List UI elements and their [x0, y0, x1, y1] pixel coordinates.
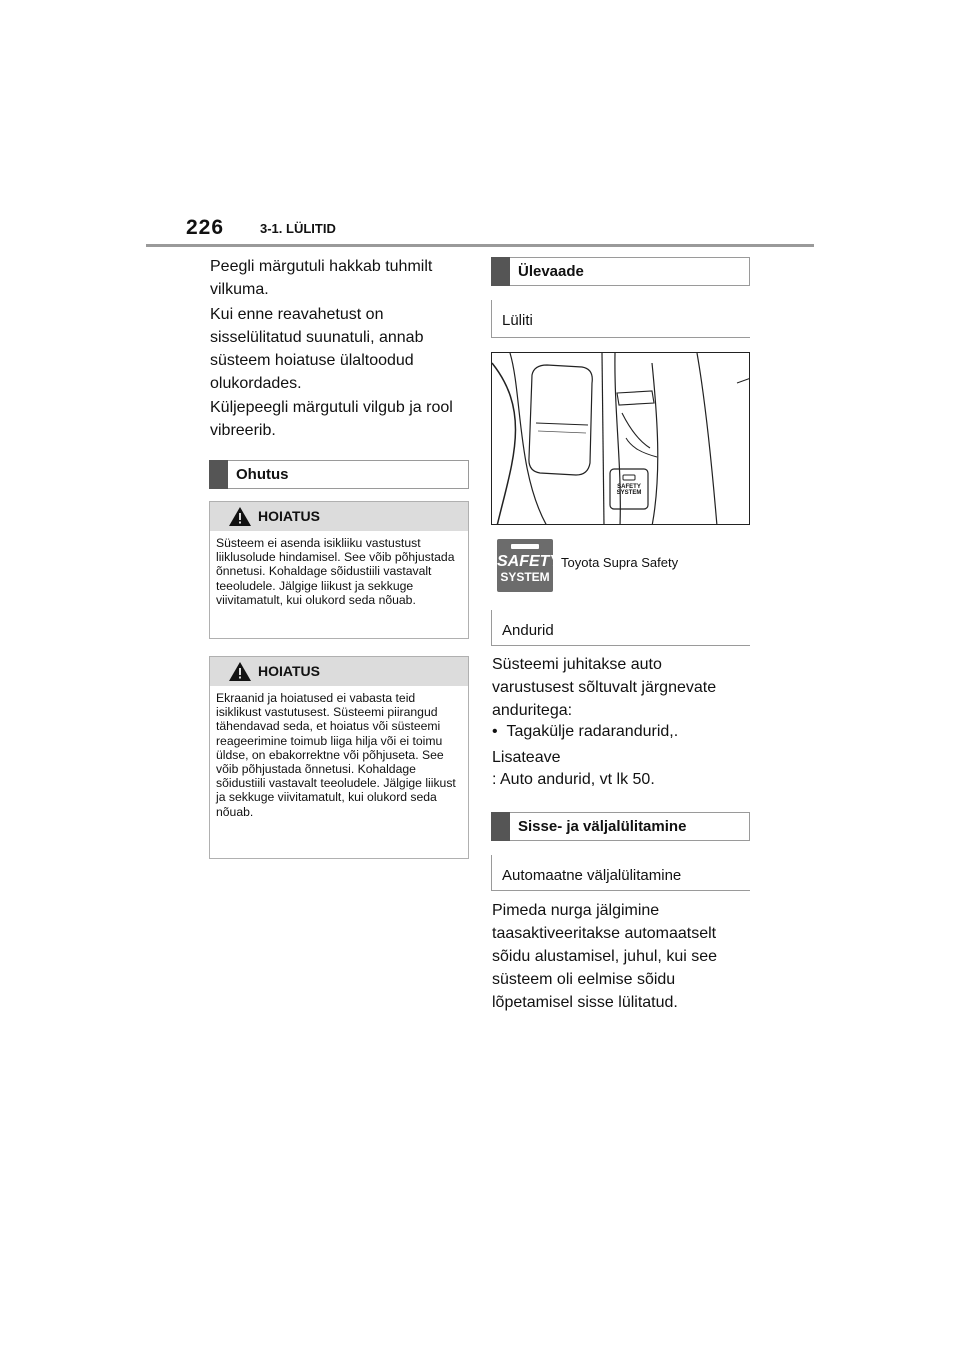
heading-bar [209, 460, 228, 489]
onoff-heading-text: Sisse- ja väljalülitamine [518, 818, 687, 835]
logo-line-2: SYSTEM [500, 570, 550, 584]
switch-label: SAFETY SYSTEM [616, 484, 642, 496]
warning-header [210, 657, 468, 686]
safety-system-logo [497, 539, 561, 592]
warning-header [210, 502, 468, 531]
sensors-bullet-text: Tagakülje radarandurid,. [506, 723, 679, 740]
warning-box-1 [209, 501, 469, 639]
heading-bar [491, 257, 510, 286]
warning-triangle-icon [228, 506, 252, 527]
sensors-bullet [492, 720, 742, 743]
auto-off-subheading-text: Automaatne väljalülitamine [502, 867, 682, 884]
overview-heading [491, 257, 750, 286]
intro-paragraph-3: Küljepeegli märgutuli vilgub ja rool vibreerib. [210, 399, 453, 439]
safety-heading-text: Ohutus [236, 466, 289, 483]
logo-bar-icon [511, 544, 539, 549]
switch-subheading-text: Lüliti [502, 312, 533, 329]
sensors-subheading-text: Andurid [502, 622, 554, 639]
intro-paragraph-1: Peegli märgutuli hakkab tuhmilt vilkuma. [210, 258, 433, 298]
sensors-paragraph: Süsteemi juhitakse auto varustusest sõltuvalt järgnevate anduritega: [492, 656, 717, 719]
overview-heading-text: Ülevaade [518, 263, 584, 280]
logo-caption: Toyota Supra Safety [561, 555, 679, 570]
switch-illustration [491, 352, 750, 525]
auto-off-paragraph: Pimeda nurga jälgimine taasaktiveeritakse automaatselt sõidu alustamisel, juhul, kui see süsteem oli eelmise sõidu lõpetamisel sisse lülitatud. [492, 902, 718, 1011]
sensors-subheading [491, 610, 750, 646]
warning-title: HOIATUS [258, 508, 320, 524]
section-title: 3-1. LÜLITID [260, 221, 336, 236]
warning-box-2 [209, 656, 469, 859]
auto-off-subheading [491, 855, 750, 891]
header-divider [146, 244, 814, 247]
console-drawing [492, 353, 750, 525]
page-number: 226 [186, 216, 225, 239]
intro-paragraph-2: Kui enne reavahetust on sisselülitatud suunatuli, annab süsteem hoiatuse ülaltoodud olukordades. [210, 306, 424, 392]
more-info-label: Lisateave [492, 749, 561, 766]
safety-heading [209, 460, 469, 489]
warning-text: Ekraanid ja hoiatused ei vabasta teid isiklikust vastutusest. Süsteemi piirangud tähendavad seda, et hoiatus või süsteemi reageerimine toimub liiga hilja või ei toimu üldse, on ebakorrektne või põhjuseta. See võib põhjustada õnnetusi. Kohaldage sõidustiili vastavalt teeoludele. Jälgige liikust ja sekkuge viivitamatult, kui olukord seda nõuab. [216, 691, 456, 819]
warning-text: Süsteem ei asenda isikliiku vastustust liiklusolude hindamisel. See võib põhjustada õnnetusi. Kohaldage sõidustiili vastavalt teeoludele. Jälgige liikust ja sekkuge viivitamatult, kui olukord seda nõuab. [216, 536, 455, 607]
warning-triangle-icon [228, 661, 252, 682]
more-info-text: : Auto andurid, vt lk 50. [492, 771, 655, 788]
switch-subheading [491, 300, 750, 338]
logo-line-1: SAFETY [497, 553, 561, 570]
bullet-icon: • [492, 723, 507, 740]
warning-title: HOIATUS [258, 663, 320, 679]
heading-bar [491, 812, 510, 841]
onoff-heading [491, 812, 750, 841]
